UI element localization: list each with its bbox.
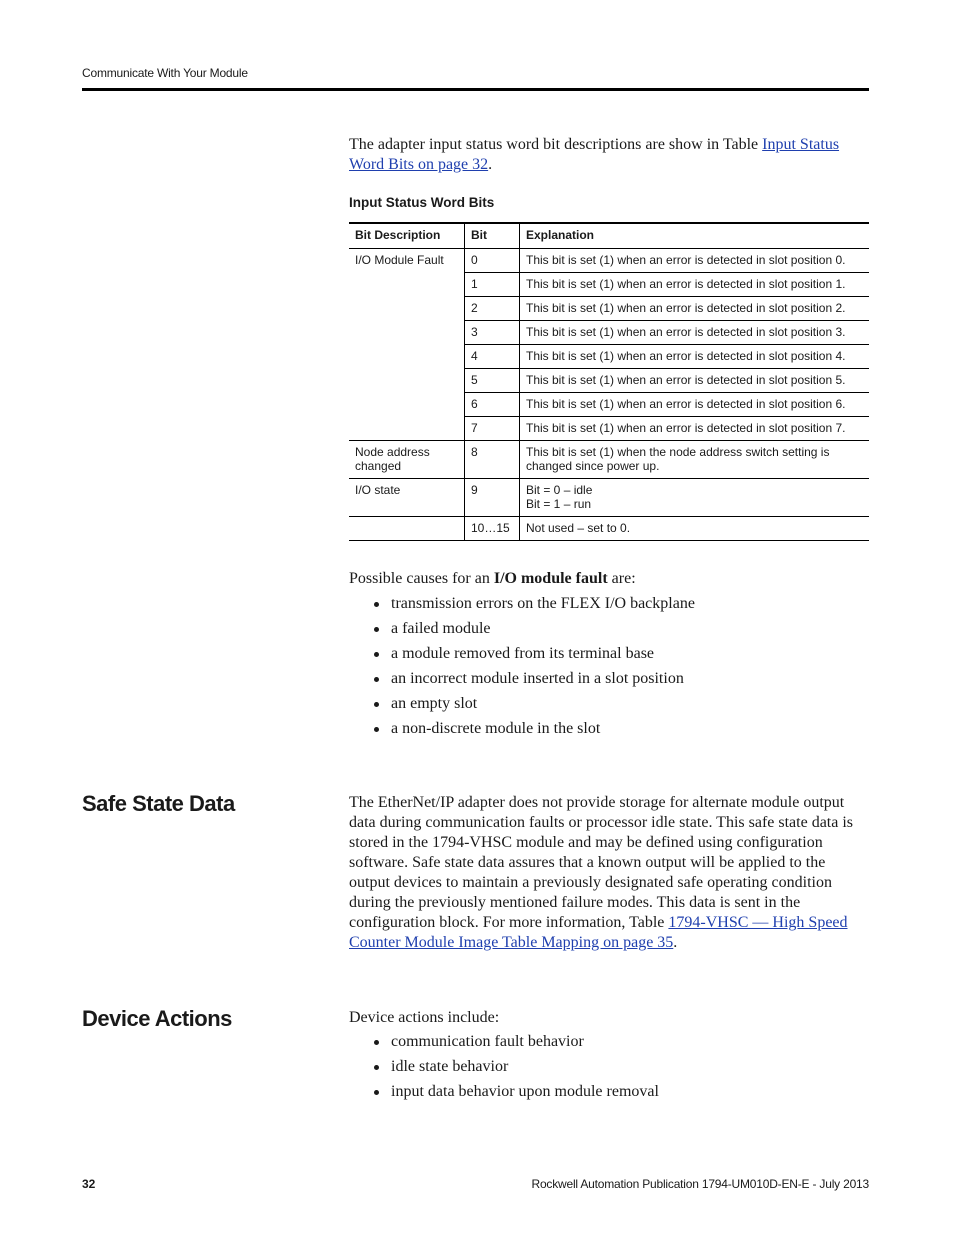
vhsc-mapping-link[interactable]: 1794-VHSC — High Speed Counter Module Image Table Mapping on page 35	[349, 914, 848, 951]
causes-intro	[349, 569, 636, 589]
bullet-icon	[374, 677, 379, 682]
table-row	[349, 517, 869, 541]
cell-explanation: This bit is set (1) when the node address switch setting is changed since power up.	[520, 441, 870, 479]
table-header-row	[349, 223, 869, 249]
cell-explanation: This bit is set (1) when an error is detected in slot position 4.	[520, 345, 870, 369]
header-bit-description: Bit Description	[349, 223, 465, 249]
cell-explanation	[520, 479, 870, 517]
intro-text-end: .	[488, 156, 493, 173]
list-item-text: communication fault behavior	[391, 1033, 584, 1050]
bullet-icon	[374, 602, 379, 607]
list-item	[349, 694, 869, 719]
bullet-icon	[374, 702, 379, 707]
cell-empty-description	[349, 517, 465, 541]
list-item	[349, 669, 869, 694]
safe-state-paragraph	[349, 793, 869, 953]
input-status-table	[349, 222, 869, 541]
safe-state-heading: Safe State Data	[82, 791, 235, 816]
header-explanation: Explanation	[520, 223, 870, 249]
safe-state-text-end: .	[673, 934, 678, 951]
cell-bit: 7	[465, 417, 520, 441]
cell-bit: 8	[465, 441, 520, 479]
cell-explanation: This bit is set (1) when an error is detected in slot position 3.	[520, 321, 870, 345]
safe-state-text: The EtherNet/IP adapter does not provide storage for alternate module output data during communication faults or processor idle state. This safe state data is stored in the 1794-VHSC module and may be defined using configuration software. Safe state data assures that a known output will be applied to the output devices to maintain a previously designated safe operating condition during the previously mentioned failure modes. This data is sent in the configuration block. For more information, Table	[349, 794, 854, 931]
device-actions-heading: Device Actions	[82, 1006, 232, 1031]
header-bit: Bit	[465, 223, 520, 249]
page-number: 32	[82, 1177, 96, 1191]
list-item	[349, 619, 869, 644]
cell-bit: 9	[465, 479, 520, 517]
cell-explanation: This bit is set (1) when an error is detected in slot position 1.	[520, 273, 870, 297]
list-item-text: input data behavior upon module removal	[391, 1083, 659, 1100]
io-state-idle-text: Bit = 0 – idle	[526, 483, 593, 497]
bullet-icon	[374, 727, 379, 732]
running-header: Communicate With Your Module	[82, 66, 248, 80]
causes-intro-text-end: are:	[607, 570, 636, 587]
cell-explanation: This bit is set (1) when an error is detected in slot position 5.	[520, 369, 870, 393]
cell-explanation: This bit is set (1) when an error is detected in slot position 0.	[520, 249, 870, 273]
cell-bit: 0	[465, 249, 520, 273]
cell-bit: 3	[465, 321, 520, 345]
device-actions-list	[349, 1032, 869, 1107]
list-item	[349, 1032, 869, 1057]
list-item	[349, 644, 869, 669]
publication-footer: Rockwell Automation Publication 1794-UM010D-EN-E - July 2013	[531, 1177, 869, 1191]
cell-bit: 5	[465, 369, 520, 393]
list-item	[349, 1082, 869, 1107]
table-title: Input Status Word Bits	[349, 195, 495, 210]
list-item-text: a non-discrete module in the slot	[391, 720, 601, 737]
bullet-icon	[374, 1040, 379, 1045]
cell-bit: 1	[465, 273, 520, 297]
device-actions-intro: Device actions include:	[349, 1009, 500, 1026]
header-rule	[82, 88, 869, 91]
cell-io-state: I/O state	[349, 479, 465, 517]
bullet-icon	[374, 1065, 379, 1070]
io-state-run-text: Bit = 1 – run	[526, 497, 592, 511]
cell-bit: 6	[465, 393, 520, 417]
bullet-icon	[374, 627, 379, 632]
cell-explanation: This bit is set (1) when an error is detected in slot position 2.	[520, 297, 870, 321]
causes-intro-text: Possible causes for an	[349, 570, 494, 587]
list-item-text: an empty slot	[391, 695, 478, 712]
intro-paragraph	[349, 135, 859, 175]
cell-bit: 10…15	[465, 517, 520, 541]
cell-bit: 2	[465, 297, 520, 321]
cell-bit: 4	[465, 345, 520, 369]
cell-io-module-fault: I/O Module Fault	[349, 249, 465, 441]
table-row	[349, 479, 869, 517]
causes-list	[349, 594, 869, 744]
cell-explanation: This bit is set (1) when an error is detected in slot position 7.	[520, 417, 870, 441]
cell-explanation: This bit is set (1) when an error is detected in slot position 6.	[520, 393, 870, 417]
list-item-text: a module removed from its terminal base	[391, 645, 655, 662]
list-item	[349, 1057, 869, 1082]
table-row	[349, 441, 869, 479]
table-row	[349, 249, 869, 273]
list-item	[349, 719, 869, 744]
list-item-text: an incorrect module inserted in a slot position	[391, 670, 684, 687]
bullet-icon	[374, 652, 379, 657]
input-status-table-link[interactable]: Input Status Word Bits on page 32	[349, 136, 840, 173]
bullet-icon	[374, 1090, 379, 1095]
list-item	[349, 594, 869, 619]
list-item-text: idle state behavior	[391, 1058, 509, 1075]
causes-intro-bold: I/O module fault	[493, 570, 608, 587]
list-item-text: a failed module	[391, 620, 491, 637]
intro-text: The adapter input status word bit descriptions are show in Table	[349, 136, 763, 153]
cell-node-address-changed: Node address changed	[349, 441, 465, 479]
cell-explanation: Not used – set to 0.	[520, 517, 870, 541]
list-item-text: transmission errors on the FLEX I/O backplane	[391, 595, 695, 612]
